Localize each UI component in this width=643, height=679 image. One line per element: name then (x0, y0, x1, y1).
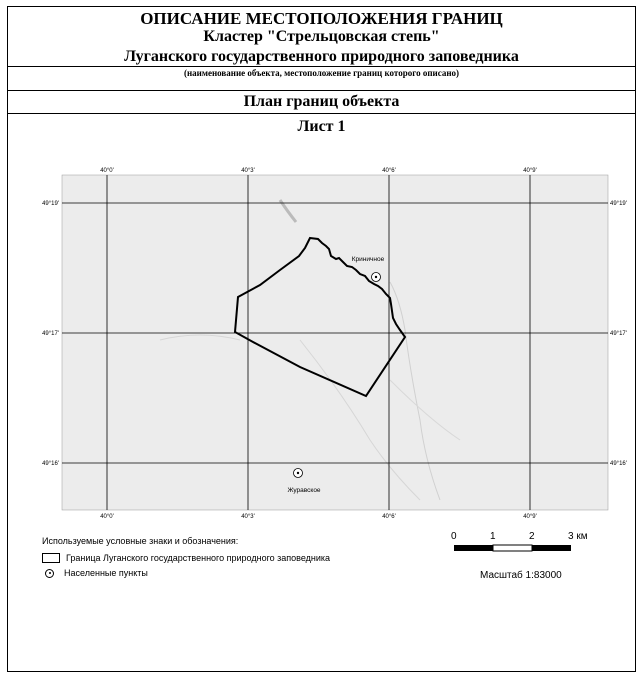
settlement-symbol-icon (45, 569, 54, 578)
lat-label-right: 49°19' (610, 201, 627, 207)
lon-label-top: 40°0' (100, 168, 114, 174)
lon-label-bottom: 40°9' (523, 514, 537, 520)
lat-label-right: 49°17' (610, 331, 627, 337)
scale-segment (532, 545, 571, 551)
map-area (62, 175, 608, 510)
header-caption: (наименование объекта, местоположение границ которого описано) (183, 68, 460, 78)
settlement-name-krinichnoe: Криничное (351, 256, 385, 263)
settlement-marker-center (375, 276, 377, 278)
scale-tick-label: 1 (490, 531, 496, 542)
header-reserve-name: Луганского государственного природного заповедника (124, 48, 519, 65)
lon-label-top: 40°6' (382, 168, 396, 174)
settlement-marker-center (297, 472, 299, 474)
scale-text: Масштаб 1:83000 (480, 570, 562, 581)
lon-label-bottom: 40°3' (241, 514, 255, 520)
header-cluster-name: Кластер "Стрельцовская степь" (203, 28, 440, 45)
boundary-symbol-icon (42, 553, 60, 563)
lat-label-left: 49°19' (42, 201, 59, 207)
lat-label-right: 49°16' (610, 461, 627, 467)
legend-title: Используемые условные знаки и обозначения: (42, 536, 239, 546)
scale-segment (493, 545, 532, 551)
header-title: ОПИСАНИЕ МЕСТОПОЛОЖЕНИЯ ГРАНИЦ (140, 9, 503, 28)
lat-label-left: 49°16' (42, 461, 59, 467)
legend-item-settlement (42, 568, 148, 578)
sheet-title: Лист 1 (297, 118, 346, 135)
plan-title: План границ объекта (243, 93, 400, 110)
lon-label-top: 40°3' (241, 168, 255, 174)
legend-label: Граница Луганского государственного природного заповедника (66, 553, 331, 563)
lat-label-left: 49°17' (42, 331, 59, 337)
lon-label-bottom: 40°0' (100, 514, 114, 520)
lon-label-top: 40°9' (523, 168, 537, 174)
scale-tick-label: 2 (529, 531, 535, 542)
scale-tick-label: 3 км (568, 531, 588, 542)
lon-label-bottom: 40°6' (382, 514, 396, 520)
settlement-name-zhuravskoe: Журавское (287, 487, 321, 494)
legend-label: Населенные пункты (64, 568, 148, 578)
scale-segment (454, 545, 493, 551)
scale-tick-label: 0 (451, 531, 457, 542)
legend-item-boundary (42, 553, 330, 563)
